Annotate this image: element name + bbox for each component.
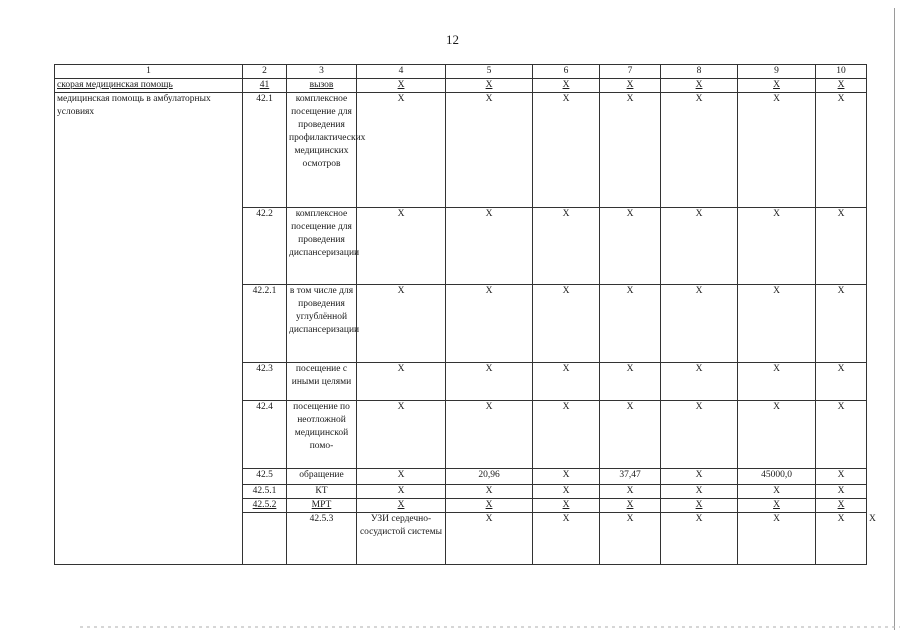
value-cell: Х	[816, 401, 867, 469]
value-cell: Х	[446, 401, 533, 469]
value-cell: Х	[816, 469, 867, 485]
row-number-cell: 42.5.3	[287, 513, 357, 565]
value-cell: Х	[816, 363, 867, 401]
empty-cell	[243, 513, 287, 565]
service-type-cell: скорая медицинская помощь	[55, 79, 243, 93]
row-number-cell: 42.1	[243, 93, 287, 208]
value-cell: Х	[357, 469, 446, 485]
value-cell: Х	[738, 513, 816, 565]
header-cell: 9	[738, 65, 816, 79]
value-cell: Х	[600, 285, 661, 363]
value-cell: 37,47	[600, 469, 661, 485]
value-cell: Х	[661, 513, 738, 565]
row-number-cell: 42.5	[243, 469, 287, 485]
value-cell: Х	[446, 79, 533, 93]
value-cell: Х	[600, 363, 661, 401]
header-cell: 3	[287, 65, 357, 79]
unit-cell: в том числе для проведения углублённой диспансеризации	[287, 285, 357, 363]
value-cell: Х	[600, 513, 661, 565]
value-cell: Х	[816, 485, 867, 499]
value-cell: Х	[661, 79, 738, 93]
value-cell: Х	[600, 79, 661, 93]
value-cell: Х	[738, 363, 816, 401]
value-cell: Х	[446, 513, 533, 565]
value-cell: Х	[738, 285, 816, 363]
header-cell: 6	[533, 65, 600, 79]
value-cell: Х	[533, 93, 600, 208]
value-cell: Х	[816, 208, 867, 285]
value-cell: Х	[446, 93, 533, 208]
value-cell: Х	[816, 93, 867, 208]
value-cell: Х	[533, 363, 600, 401]
unit-cell: комплексное посещение для проведения диспансеризации	[287, 208, 357, 285]
value-cell: Х	[738, 499, 816, 513]
header-cell: 2	[243, 65, 287, 79]
value-cell: Х	[357, 285, 446, 363]
value-cell: Х	[600, 93, 661, 208]
unit-cell: посещение по неотложной медицинской помо-	[287, 401, 357, 469]
value-cell: Х	[533, 499, 600, 513]
value-cell: Х	[533, 513, 600, 565]
header-cell: 7	[600, 65, 661, 79]
unit-cell: вызов	[287, 79, 357, 93]
row-number-cell: 42.5.2	[243, 499, 287, 513]
row-number-cell: 42.4	[243, 401, 287, 469]
value-cell: Х	[738, 79, 816, 93]
value-cell: Х	[661, 469, 738, 485]
value-cell: Х	[816, 513, 867, 565]
unit-cell: КТ	[287, 485, 357, 499]
header-cell: 5	[446, 65, 533, 79]
row-number-cell: 42.2.1	[243, 285, 287, 363]
value-cell: Х	[661, 401, 738, 469]
value-cell: Х	[661, 499, 738, 513]
scan-artifact	[80, 626, 900, 628]
value-cell: Х	[738, 208, 816, 285]
value-cell: Х	[600, 401, 661, 469]
table-header-row	[55, 65, 867, 79]
value-cell: 20,96	[446, 469, 533, 485]
unit-cell: МРТ	[287, 499, 357, 513]
value-cell: Х	[446, 485, 533, 499]
value-cell: Х	[357, 401, 446, 469]
value-cell: Х	[816, 285, 867, 363]
table-row: 42.5.3 УЗИ сердечно-сосудистой системы Х Х Х Х Х Х Х	[55, 513, 867, 565]
value-cell: Х	[446, 208, 533, 285]
value-cell: Х	[446, 499, 533, 513]
unit-cell: обращение	[287, 469, 357, 485]
value-cell: Х	[446, 285, 533, 363]
value-cell: Х	[357, 499, 446, 513]
table-row	[55, 93, 867, 208]
value-cell: Х	[357, 93, 446, 208]
value-cell: Х	[816, 499, 867, 513]
value-cell: Х	[738, 485, 816, 499]
value-cell: Х	[357, 363, 446, 401]
value-cell: Х	[600, 485, 661, 499]
row-number-cell: 41	[243, 79, 287, 93]
header-cell: 8	[661, 65, 738, 79]
unit-cell: комплексное посещение для проведения профилактических медицинских осмотров	[287, 93, 357, 208]
value-cell: Х	[533, 79, 600, 93]
value-cell: Х	[533, 469, 600, 485]
header-cell: 1	[55, 65, 243, 79]
data-table	[54, 64, 876, 565]
value-cell: Х	[533, 485, 600, 499]
page-number: 12	[446, 32, 459, 47]
value-cell: Х	[357, 485, 446, 499]
value-cell: Х	[357, 208, 446, 285]
value-cell: Х	[661, 285, 738, 363]
value-cell: Х	[661, 208, 738, 285]
row-number-cell: 42.3	[243, 363, 287, 401]
value-cell: Х	[357, 79, 446, 93]
row-number-cell: 42.5.1	[243, 485, 287, 499]
value-cell: Х	[533, 285, 600, 363]
value-cell: Х	[600, 499, 661, 513]
header-cell: 10	[816, 65, 867, 79]
row-number-cell: 42.2	[243, 208, 287, 285]
value-cell: Х	[533, 208, 600, 285]
service-type-cell: медицинская помощь в амбулаторных условиях	[55, 93, 243, 565]
header-cell: 4	[357, 65, 446, 79]
value-cell: Х	[600, 208, 661, 285]
value-cell: Х	[816, 79, 867, 93]
value-cell: Х	[661, 363, 738, 401]
unit-cell: посещение с иными целями	[287, 363, 357, 401]
value-cell: Х	[446, 363, 533, 401]
value-cell: Х	[661, 93, 738, 208]
value-cell: Х	[738, 401, 816, 469]
table-row	[55, 79, 867, 93]
value-cell: 45000,0	[738, 469, 816, 485]
unit-cell: УЗИ сердечно-сосудистой системы	[357, 513, 446, 565]
value-cell: Х	[661, 485, 738, 499]
value-cell: Х	[738, 93, 816, 208]
value-cell: Х	[533, 401, 600, 469]
